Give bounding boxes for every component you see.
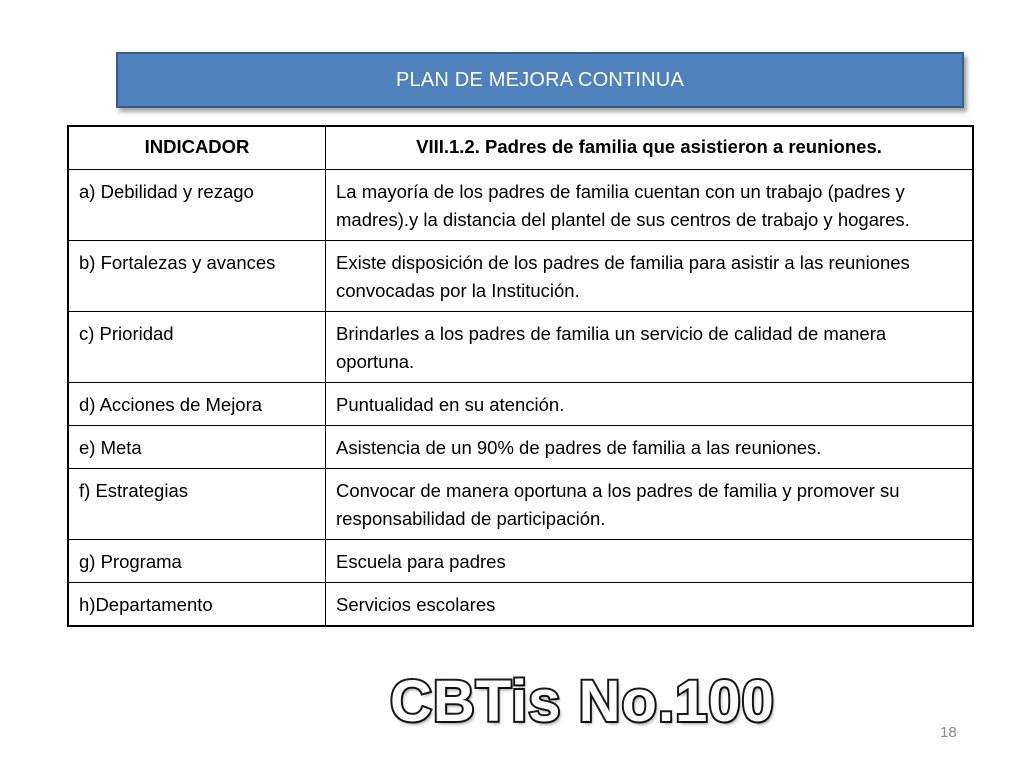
row-label: a) Debilidad y rezago bbox=[68, 170, 326, 241]
row-label: b) Fortalezas y avances bbox=[68, 241, 326, 312]
row-value: Servicios escolares bbox=[326, 583, 974, 627]
table-row bbox=[68, 312, 973, 383]
slide-title: PLAN DE MEJORA CONTINUA bbox=[396, 68, 684, 91]
row-value: Asistencia de un 90% de padres de familia a las reuniones. bbox=[326, 426, 974, 469]
table-row bbox=[68, 540, 973, 583]
table-row bbox=[68, 383, 973, 426]
row-value: Convocar de manera oportuna a los padres de familia y promover su responsabilidad de participación. bbox=[326, 469, 974, 540]
row-value: Existe disposición de los padres de familia para asistir a las reuniones convocadas por la Institución. bbox=[326, 241, 974, 312]
school-brand-wordart: CBTis No.100 bbox=[390, 669, 775, 734]
table-row bbox=[68, 469, 973, 540]
row-value: La mayoría de los padres de familia cuentan con un trabajo (padres y madres).y la distancia del plantel de sus centros de trabajo y hogares. bbox=[326, 170, 974, 241]
slide-page-number: 18 bbox=[940, 724, 957, 741]
slide-title-banner bbox=[116, 52, 964, 108]
row-value: Puntualidad en su atención. bbox=[326, 383, 974, 426]
row-label: h)Departamento bbox=[68, 583, 326, 627]
table-row bbox=[68, 583, 973, 627]
header-indicador: INDICADOR bbox=[68, 126, 326, 170]
header-indicator-description: VIII.1.2. Padres de familia que asistieron a reuniones. bbox=[326, 126, 974, 170]
table-row bbox=[68, 170, 973, 241]
row-label: d) Acciones de Mejora bbox=[68, 383, 326, 426]
row-label: f) Estrategias bbox=[68, 469, 326, 540]
row-value: Brindarles a los padres de familia un servicio de calidad de manera oportuna. bbox=[326, 312, 974, 383]
table-row bbox=[68, 426, 973, 469]
table-row bbox=[68, 241, 973, 312]
row-value: Escuela para padres bbox=[326, 540, 974, 583]
table-header-row bbox=[68, 126, 973, 170]
row-label: e) Meta bbox=[68, 426, 326, 469]
improvement-plan-table bbox=[67, 125, 974, 627]
row-label: c) Prioridad bbox=[68, 312, 326, 383]
row-label: g) Programa bbox=[68, 540, 326, 583]
